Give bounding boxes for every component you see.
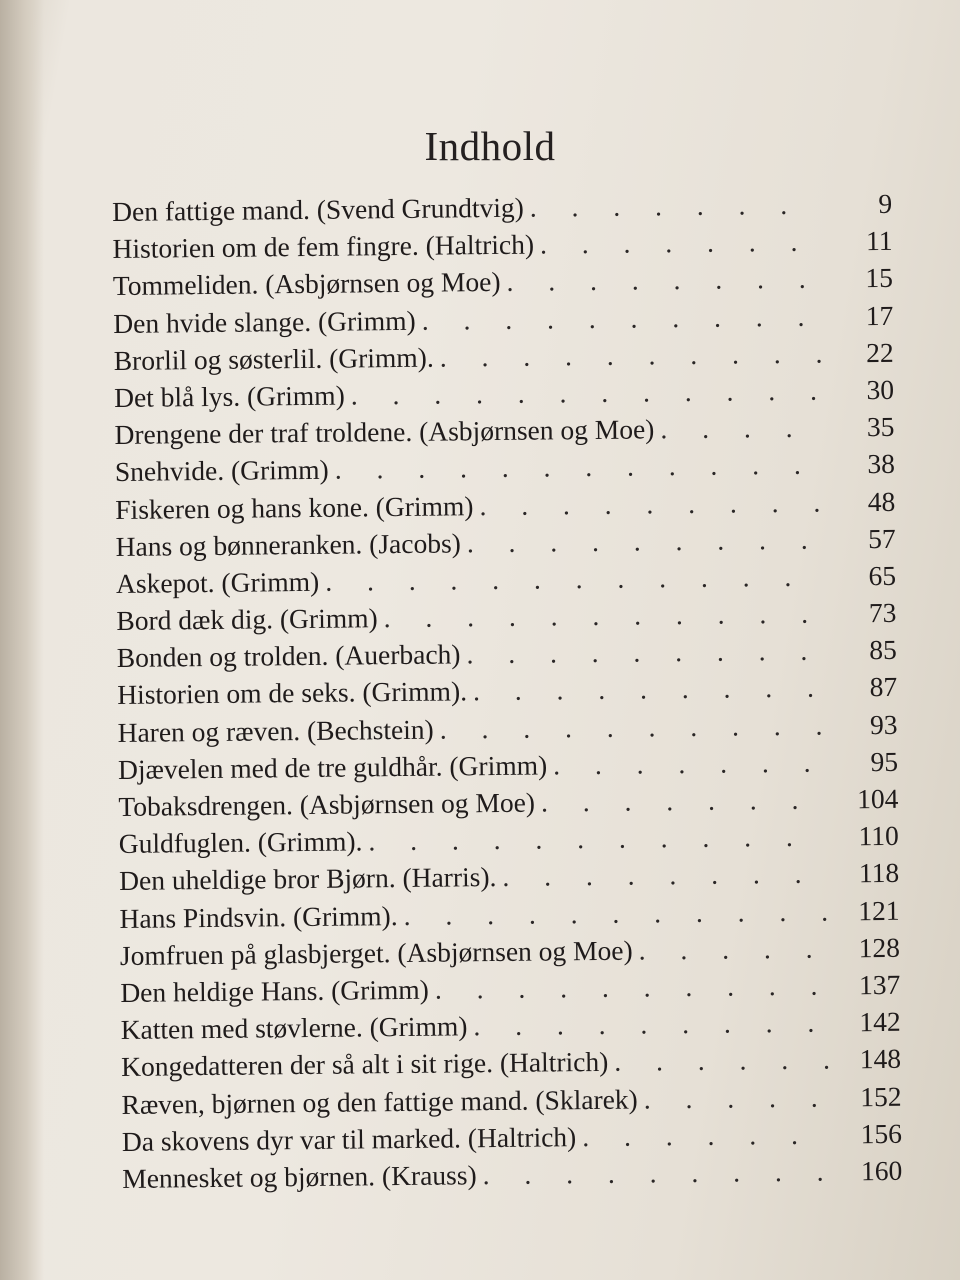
- toc-entry-title: Kongedatteren der så alt i sit rige. (Haltrich): [120, 1046, 609, 1083]
- toc-entry-page-number: 38: [867, 448, 896, 480]
- toc-entry-title: Den uheldige bror Bjørn. (Harris).: [119, 861, 497, 897]
- toc-entry-page-number: 17: [865, 299, 894, 331]
- dot-leader: [506, 263, 821, 298]
- toc-entry-page-number: 57: [867, 522, 896, 554]
- toc-entry-title: Snehvide. (Grimm): [114, 454, 329, 488]
- toc-entry-page-number: 160: [860, 1154, 903, 1187]
- toc-entry-page-number: 110: [858, 819, 899, 852]
- toc-entry-title: Katten med støvlerne. (Grimm): [120, 1010, 468, 1046]
- dot-leader: [473, 1007, 829, 1043]
- dot-leader: [582, 1118, 830, 1153]
- toc-entry-title: Da skovens dyr var til marked. (Haltrich): [121, 1120, 577, 1157]
- dot-leader: [368, 821, 827, 858]
- dot-leader: [541, 784, 827, 819]
- toc-entry-title: Hans Pindsvin. (Grimm).: [119, 899, 398, 934]
- dot-leader: [473, 672, 826, 708]
- toc-entry-title: Bonden og trolden. (Auerbach): [116, 638, 461, 674]
- dot-leader: [614, 1044, 829, 1078]
- toc-entry-page-number: 148: [859, 1043, 902, 1075]
- toc-entry-page-number: 48: [867, 485, 896, 517]
- dot-leader: [660, 412, 822, 446]
- toc-entry-page-number: 156: [860, 1117, 903, 1149]
- dot-leader: [435, 969, 829, 1005]
- dot-leader: [325, 560, 824, 597]
- toc-entry-title: Haren og ræven. (Bechstein): [117, 713, 434, 748]
- toc-entry-page-number: 121: [858, 894, 900, 926]
- dot-leader: [530, 189, 821, 224]
- dot-leader: [384, 598, 825, 635]
- toc-entry-title: Djævelen med de tre guldhår. (Grimm): [117, 749, 548, 785]
- dot-leader: [335, 449, 823, 486]
- toc-entry-page-number: 9: [878, 187, 893, 219]
- toc-entry-title: Mennesket og bjørnen. (Krauss): [122, 1159, 477, 1194]
- toc-entry-page-number: 30: [866, 373, 895, 406]
- toc-entry-page-number: 15: [865, 262, 894, 294]
- dot-leader: [351, 375, 823, 412]
- toc-entry-page-number: 128: [858, 931, 901, 963]
- toc-entry-title: Brorlil og søsterlil. (Grimm).: [113, 341, 434, 376]
- dot-leader: [466, 635, 825, 671]
- toc-entry-page-number: 137: [858, 968, 901, 1001]
- toc-entry-page-number: 35: [866, 410, 895, 443]
- toc-entry-page-number: 73: [868, 596, 897, 629]
- toc-entry-page-number: 65: [868, 559, 897, 591]
- toc-entry-page-number: 22: [866, 336, 894, 368]
- dot-leader: [553, 746, 826, 781]
- toc-entry-title: Guldfuglen. (Grimm).: [118, 825, 363, 860]
- toc-entry-page-number: 118: [858, 857, 900, 889]
- dot-leader: [540, 226, 821, 261]
- toc-entry-title: Ræven, bjørnen og den fattige mand. (Sklarek): [121, 1083, 638, 1120]
- toc-entry-title: Tommeliden. (Asbjørnsen og Moe): [112, 266, 501, 302]
- toc-entry-title: Den heldige Hans. (Grimm): [120, 973, 430, 1008]
- page-title: Indhold: [424, 123, 556, 169]
- dot-leader: [502, 858, 827, 893]
- table-of-contents: [112, 188, 902, 1200]
- dot-leader: [479, 486, 823, 522]
- dot-leader: [422, 300, 822, 336]
- toc-entry-page-number: 11: [865, 225, 893, 257]
- toc-entry-title: Jomfruen på glasbjerget. (Asbjørnsen og Moe): [119, 934, 633, 971]
- toc-entry-title: Askepot. (Grimm): [115, 565, 320, 599]
- toc-entry-title: Tobaksdrengen. (Asbjørnsen og Moe): [118, 786, 536, 822]
- toc-entry-title: Det blå lys. (Grimm): [113, 379, 345, 413]
- dot-leader: [644, 1081, 830, 1115]
- toc-entry-page-number: 152: [860, 1080, 902, 1112]
- book-spine-shadow: [0, 0, 44, 1280]
- dot-leader: [467, 523, 824, 559]
- toc-entry-title: Fiskeren og hans kone. (Grimm): [115, 489, 474, 525]
- toc-entry-page-number: 87: [869, 671, 898, 703]
- dot-leader: [403, 895, 827, 931]
- toc-entry-title: Den fattige mand. (Svend Grundtvig): [112, 191, 524, 227]
- dot-leader: [440, 337, 822, 373]
- dot-leader: [482, 1155, 830, 1191]
- toc-entry-title: Bord dæk dig. (Grimm): [116, 602, 378, 637]
- toc-entry-page-number: 95: [870, 745, 899, 777]
- toc-entry: [122, 1155, 902, 1200]
- toc-entry-title: Historien om de fem fingre. (Haltrich): [112, 228, 535, 265]
- toc-entry-page-number: 142: [859, 1005, 901, 1038]
- toc-entry-title: Den hvide slange. (Grimm): [113, 304, 416, 339]
- toc-entry-page-number: 93: [869, 708, 898, 740]
- toc-entry-title: Drengene der traf troldene. (Asbjørnsen og Moe): [114, 413, 655, 451]
- toc-entry-page-number: 85: [869, 634, 897, 666]
- dot-leader: [440, 709, 826, 745]
- toc-entry-page-number: 104: [856, 782, 899, 815]
- dot-leader: [638, 932, 828, 966]
- toc-entry-title: Historien om de seks. (Grimm).: [117, 675, 468, 711]
- toc-entry-title: Hans og bønneranken. (Jacobs): [115, 527, 461, 562]
